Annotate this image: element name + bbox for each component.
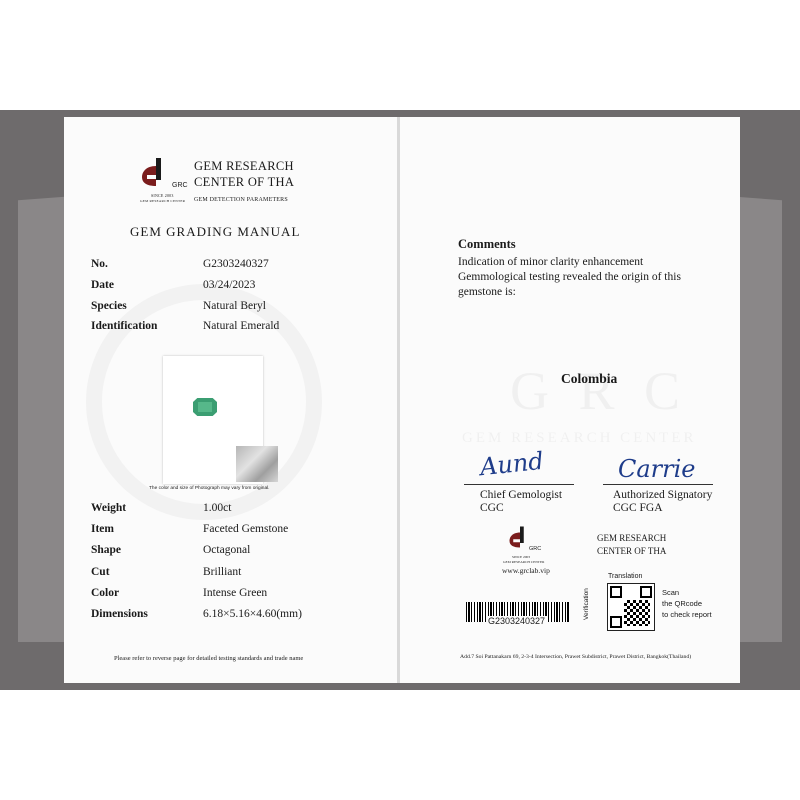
- brand-tagline: GEM DETECTION PARAMETERS: [194, 197, 288, 203]
- translation-label: Translation: [608, 573, 643, 580]
- signer-right-title: Authorized Signatory: [613, 489, 713, 501]
- field-label-item: Item: [91, 523, 114, 535]
- verification-label: Verification: [583, 588, 590, 620]
- manual-title: GEM GRADING MANUAL: [130, 224, 301, 239]
- field-label-no: No.: [91, 258, 108, 270]
- logo-text-right: GRC: [529, 546, 542, 552]
- brand-line-2: CENTER OF THA: [194, 175, 295, 189]
- field-value-weight: 1.00ct: [203, 502, 232, 514]
- logo-since: SINCE 2003: [151, 193, 174, 198]
- field-value-cut: Brilliant: [203, 566, 242, 578]
- field-value-color: Intense Green: [203, 587, 268, 599]
- barcode-number: G2303240327: [488, 616, 546, 626]
- field-value-identification: Natural Emerald: [203, 320, 280, 332]
- comment-line-3: gemstone is:: [458, 286, 516, 298]
- signer-right-org: CGC FGA: [613, 502, 663, 514]
- grc-logo: [138, 156, 190, 204]
- brand-line-1: GEM RESEARCH: [194, 159, 294, 173]
- field-label-shape: Shape: [91, 544, 122, 556]
- signature-line-left: [464, 484, 574, 485]
- field-label-cut: Cut: [91, 566, 110, 578]
- watermark-gem-research: [462, 430, 697, 447]
- field-label-weight: Weight: [91, 502, 127, 514]
- signer-left-org: CGC: [480, 502, 504, 514]
- comments-heading: Comments: [458, 237, 516, 251]
- scan-line-1: Scan: [662, 588, 680, 597]
- watermark-grc: [510, 360, 688, 422]
- field-label-color: Color: [91, 587, 120, 599]
- emerald-table-facet: [198, 402, 212, 412]
- logo-subtitle: GEM RESEARCH CENTER: [140, 199, 186, 203]
- field-value-shape: Octagonal: [203, 544, 251, 556]
- field-value-no: G2303240327: [203, 258, 269, 270]
- logo-subtitle-right: GEM RESEARCH CENTER: [503, 560, 545, 564]
- signature-line-right: [603, 484, 713, 485]
- scan-line-2: the QRcode: [662, 599, 703, 608]
- address: Add.7 Soi Pattanakarn 69, 2-3-4 Intersection, Prawet Subdistrict, Prawet District, Bangkok(Thailand): [460, 654, 692, 660]
- signature-right: Carrie: [618, 455, 696, 483]
- field-value-dimensions: 6.18×5.16×4.60(mm): [203, 608, 302, 620]
- field-value-item: Faceted Gemstone: [203, 523, 289, 535]
- logo-text: GRC: [172, 182, 188, 189]
- field-value-date: 03/24/2023: [203, 279, 256, 291]
- scan-line-3: to check report: [662, 610, 712, 619]
- field-value-species: Natural Beryl: [203, 300, 266, 312]
- signer-left-title: Chief Gemologist: [480, 489, 563, 501]
- field-label-identification: Identification: [91, 320, 158, 332]
- brand-right-line-2: CENTER OF THA: [597, 546, 667, 556]
- brand-right-line-1: GEM RESEARCH: [597, 533, 667, 543]
- field-label-species: Species: [91, 300, 127, 312]
- origin-value: Colombia: [561, 371, 618, 386]
- signature-left: Aund: [478, 446, 545, 482]
- comment-line-1: Indication of minor clarity enhancement: [458, 256, 644, 268]
- logo-since-right: SINCE 2003: [512, 555, 530, 559]
- qr-code-icon[interactable]: [607, 583, 655, 631]
- field-label-date: Date: [91, 279, 114, 291]
- comment-line-2: Gemmological testing revealed the origin of this: [458, 271, 681, 283]
- photo-note: The color and size of Photograph may vary from original.: [149, 486, 270, 491]
- hologram-sticker: [236, 446, 278, 482]
- field-label-dimensions: Dimensions: [91, 608, 148, 620]
- footnote: Please refer to reverse page for detailed testing standards and trade name: [114, 655, 304, 662]
- website: www.grclab.vip: [502, 566, 550, 575]
